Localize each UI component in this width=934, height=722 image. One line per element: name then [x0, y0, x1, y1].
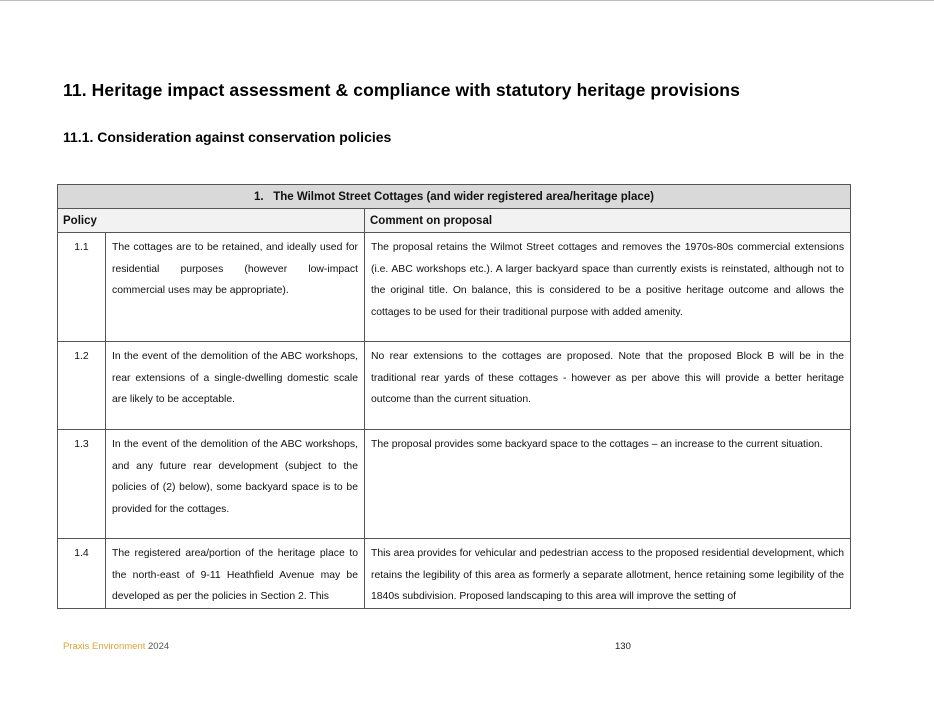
table-row: [58, 233, 851, 342]
footer-credit: [63, 641, 169, 652]
policy-column-header: Policy: [58, 209, 365, 233]
policy-number: 1.1: [58, 233, 106, 342]
comment-text: This area provides for vehicular and pedestrian access to the proposed residential development, which retains the legibility of this area as formerly a separate allotment, hence retaining some legibility of the 1840s subdivision. Proposed landscaping to this area will improve the setting of: [365, 539, 851, 609]
section-heading: 11. Heritage impact assessment & compliance with statutory heritage provisions: [63, 80, 740, 100]
table-header-row: [58, 209, 851, 233]
subsection-heading: 11.1. Consideration against conservation policies: [63, 129, 392, 145]
top-rule: [0, 0, 934, 1]
table-row: [58, 539, 851, 609]
policy-table: [57, 184, 851, 609]
comment-column-header: Comment on proposal: [365, 209, 851, 233]
footer-year: 2024: [148, 641, 170, 652]
page-number: 130: [615, 641, 631, 652]
table-row: [58, 430, 851, 539]
policy-text: In the event of the demolition of the ABC workshops, rear extensions of a single-dwelling domestic scale are likely to be acceptable.: [106, 342, 365, 430]
table-title: 1. The Wilmot Street Cottages (and wider registered area/heritage place): [58, 185, 851, 209]
policy-number: 1.3: [58, 430, 106, 539]
table-row: [58, 342, 851, 430]
policy-text: In the event of the demolition of the ABC workshops, and any future rear development (subject to the policies of (2) below), some backyard space is to be provided for the cottages.: [106, 430, 365, 539]
policy-text: The cottages are to be retained, and ideally used for residential purposes (however low-impact commercial uses may be appropriate).: [106, 233, 365, 342]
policy-number: 1.4: [58, 539, 106, 609]
table-title-row: [58, 185, 851, 209]
comment-text: The proposal provides some backyard space to the cottages – an increase to the current situation.: [365, 430, 851, 539]
policy-number: 1.2: [58, 342, 106, 430]
policy-text: The registered area/portion of the heritage place to the north-east of 9-11 Heathfield Avenue may be developed as per the policies in Section 2. This: [106, 539, 365, 609]
comment-text: No rear extensions to the cottages are proposed. Note that the proposed Block B will be in the traditional rear yards of these cottages - however as per above this will provide a better heritage outcome than the current situation.: [365, 342, 851, 430]
footer-brand: Praxis Environment: [63, 641, 146, 652]
comment-text: The proposal retains the Wilmot Street cottages and removes the 1970s-80s commercial extensions (i.e. ABC workshops etc.). A larger backyard space than currently exists is reinstated, although not to the original title. On balance, this is considered to be a positive heritage outcome and allows the cottages to be used for their traditional purpose with added amenity.: [365, 233, 851, 342]
